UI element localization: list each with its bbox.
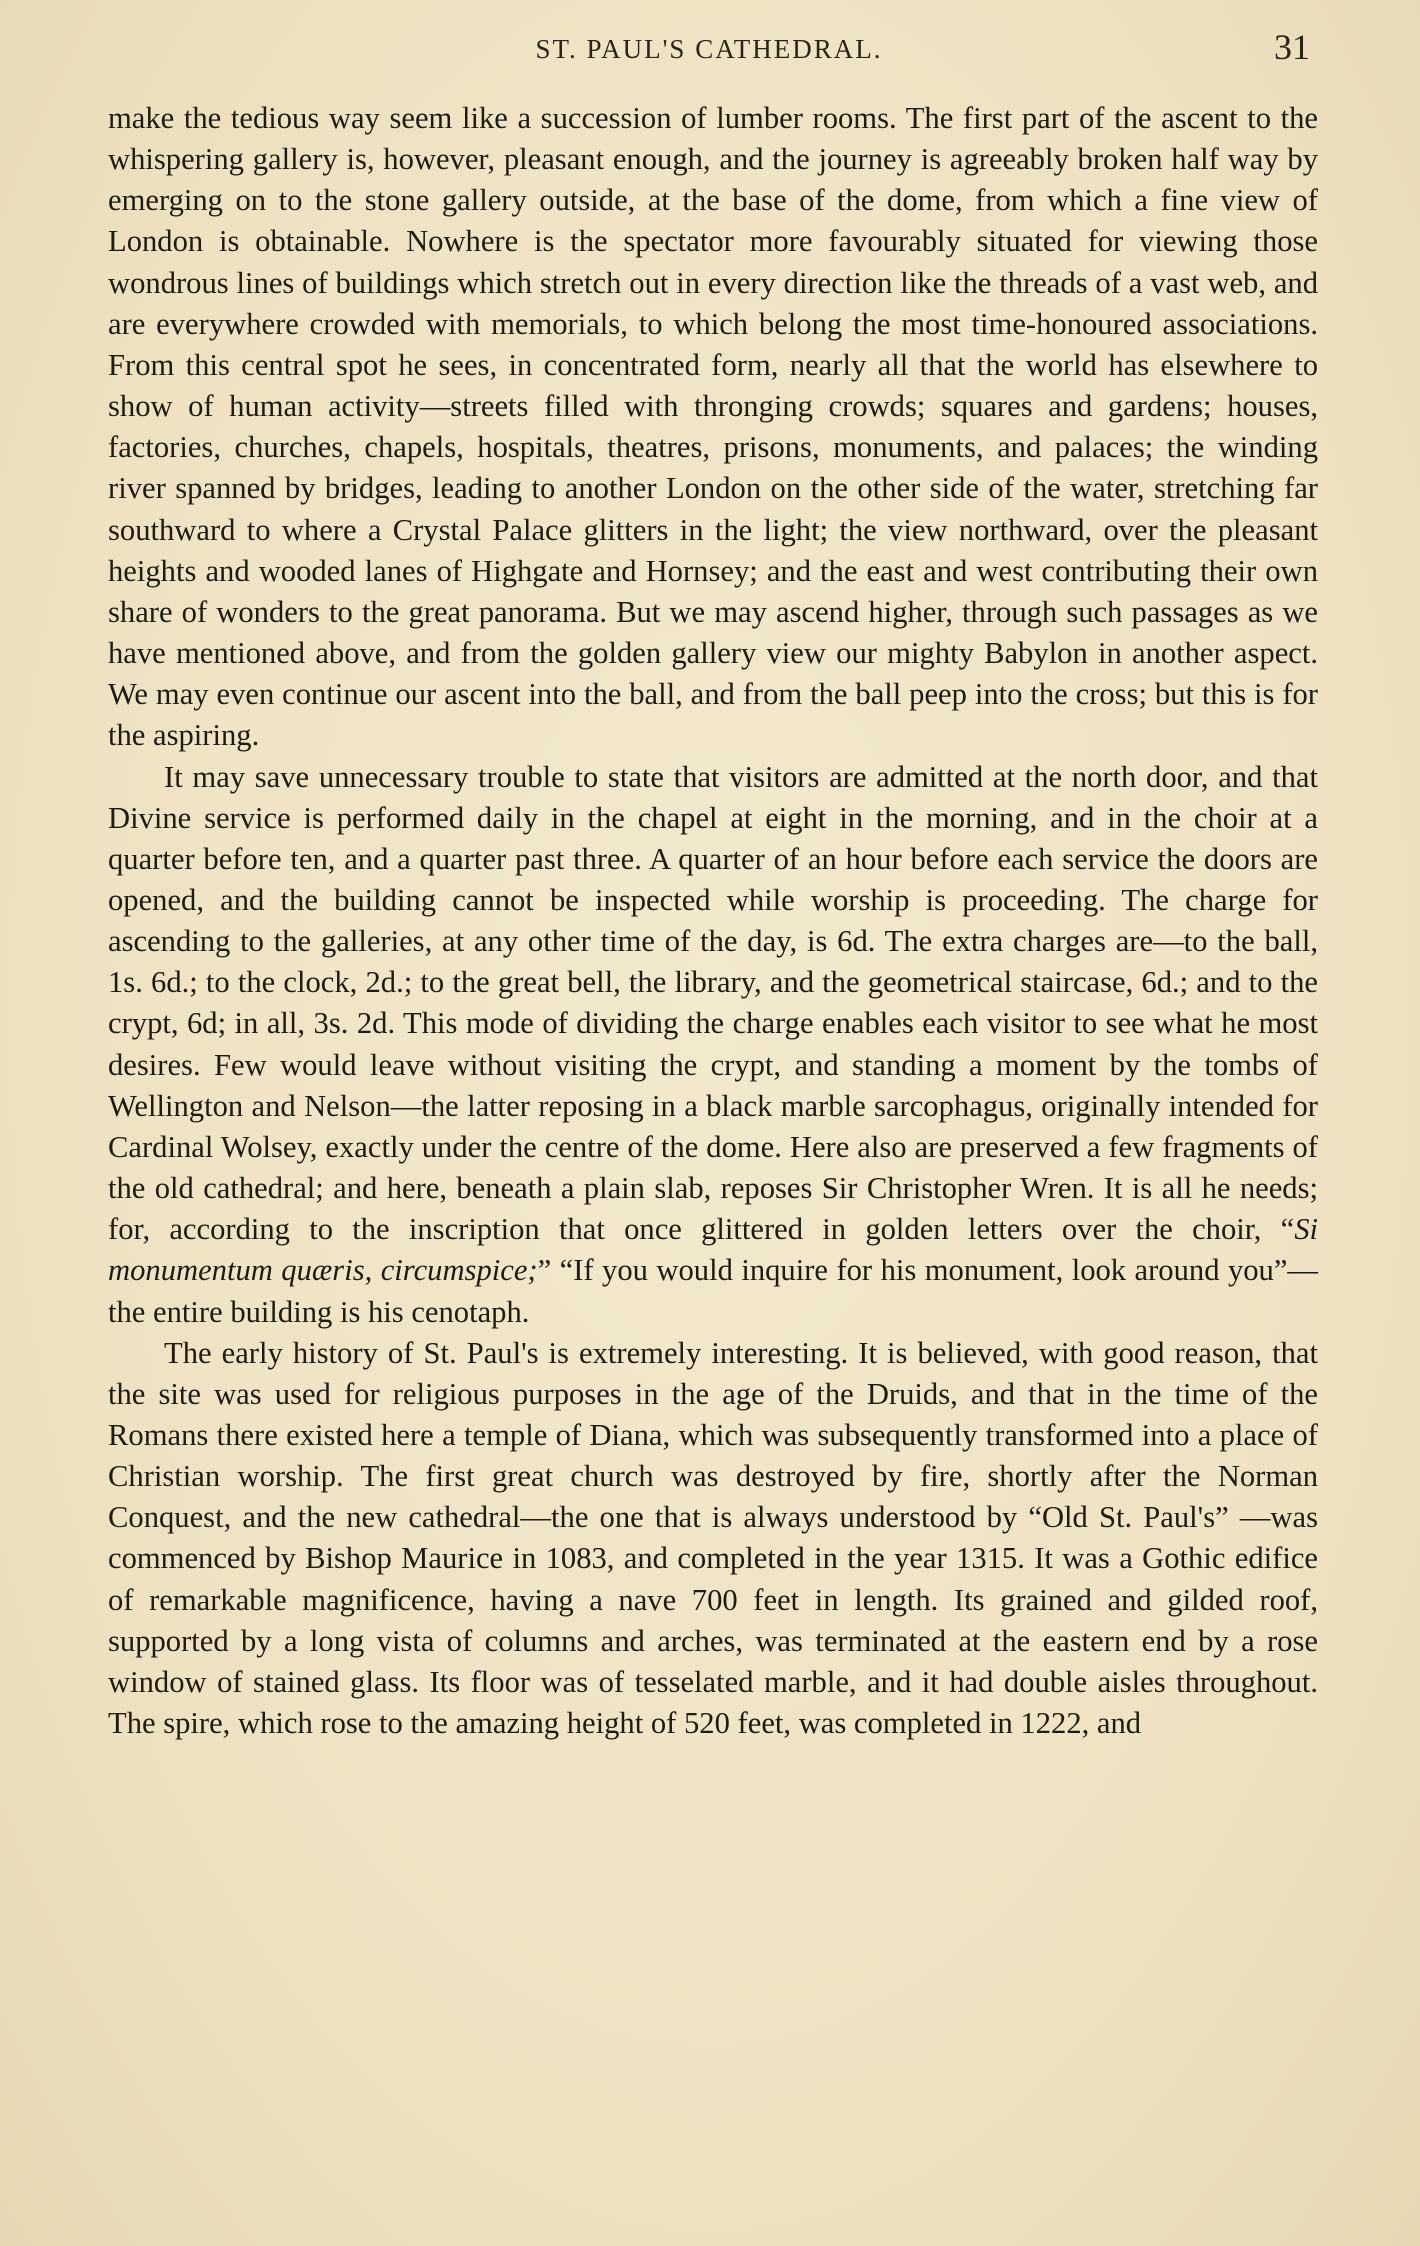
page-number: 31	[1274, 27, 1310, 67]
page-header	[108, 26, 1310, 82]
paragraph-2	[108, 757, 1318, 1333]
paragraph-3: The early history of St. Paul's is extremely interesting. It is believed, with good reason, that the site was used for religious purposes in the age of the Druids, and that in the time of the Romans there existed here a temple of Diana, which was subsequently transformed into a place of Christian worship. The first great church was destroyed by fire, shortly after the Norman Conquest, and the new cathedral—the one that is always understood by “Old St. Paul's” —was commenced by Bishop Maurice in 1083, and completed in the year 1315. It was a Gothic edifice of remarkable magnificence, having a nave 700 feet in length. Its grained and gilded roof, supported by a long vista of columns and arches, was terminated at the eastern end by a rose window of stained glass. Its floor was of tesselated marble, and it had double aisles throughout. The spire, which rose to the amazing height of 520 feet, was completed in 1222, and	[108, 1335, 1318, 1741]
latin-inscription: Si monumentum quæris, circumspice;	[108, 1212, 1318, 1288]
paragraph-2-text: It may save unnecessary trouble to state that visitors are admitted at the north door, and that Divine service is performed daily in the chapel at eight in the morning, and in the choir at a quarter before ten, and a quarter past three. A quarter of an hour before each service the doors are opened, and the building cannot be inspected while worship is proceeding. The charge for ascending to the galleries, at any other time of the day, is 6d. The extra charges are—to the ball, 1s. 6d.; to the clock, 2d.; to the great bell, the library, and the geometrical staircase, 6d.; and to the crypt, 6d; in all, 3s. 2d. This mode of dividing the charge enables each visitor to see what he most desires. Few would leave without visiting the crypt, and standing a moment by the tombs of Wellington and Nelson—the latter reposing in a black marble sarcophagus, originally intended for Cardinal Wolsey, exactly under the centre of the dome. Here also are preserved a few fragments of the old cathedral; and here, beneath a plain slab, reposes Sir Christopher Wren. It is all he needs; for, according to the inscription that once glittered in golden letters over the choir, “	[108, 759, 1318, 1247]
paragraph-2-text-end: ” “If you would inquire for his monument, look around you”—the entire building is his cenotaph.	[108, 1253, 1319, 1329]
paragraph-1: make the tedious way seem like a succession of lumber rooms. The first part of the ascent to the whispering gallery is, however, pleasant enough, and the journey is agreeably broken half way by emerging on to the stone gallery outside, at the base of the dome, from which a fine view of London is obtainable. Nowhere is the spectator more favourably situated for viewing those wondrous lines of buildings which stretch out in every direction like the threads of a vast web, and are everywhere crowded with memorials, to which belong the most time-honoured associations. From this central spot he sees, in concentrated form, nearly all that the world has elsewhere to show of human activity—streets filled with thronging crowds; squares and gardens; houses, factories, churches, chapels, hospitals, theatres, prisons, monuments, and palaces; the winding river spanned by bridges, leading to another London on the other side of the water, stretching far southward to where a Crystal Palace glitters in the light; the view northward, over the pleasant heights and wooded lanes of Highgate and Hornsey; and the east and west contributing their own share of wonders to the great panorama. But we may ascend higher, through such passages as we have mentioned above, and from the golden gallery view our mighty Babylon in another aspect. We may even continue our ascent into the ball, and from the ball peep into the cross; but this is for the aspiring.	[108, 101, 1318, 753]
running-head: ST. PAUL'S CATHEDRAL.	[535, 34, 883, 64]
body-text	[108, 98, 1318, 1744]
